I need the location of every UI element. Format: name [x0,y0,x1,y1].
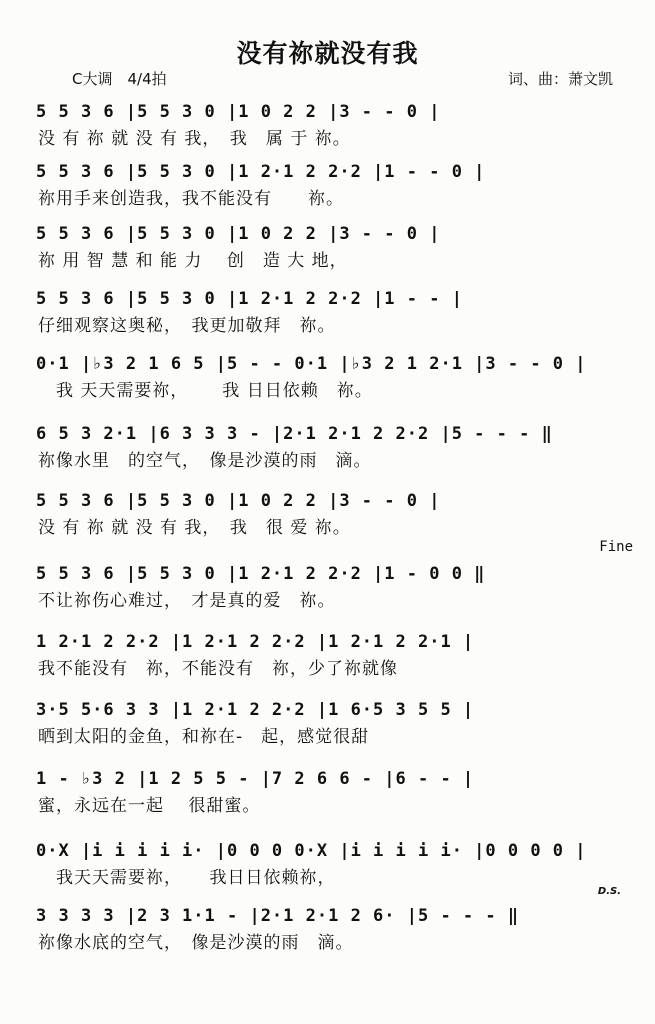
notation-line: 0·1 |♭3 2 1 6 5 |5 - - 0·1 |♭3 2 1 2·1 |3 - - 0 | [36,354,587,374]
lyrics-line: 晒到太阳的金鱼，和祢在- 起，感觉很甜 [38,727,370,747]
staff-line-13 [36,902,636,956]
lyrics-line: 蜜，永远在一起 很甜蜜。 [38,796,261,816]
ds-mark: D.S. [597,886,621,897]
notation-line: 3·5 5·6 3 3 |1 2·1 2 2·2 |1 6·5 3 5 5 | [36,700,475,720]
notation-line: 5 5 3 6 |5 5 3 0 |1 2·1 2 2·2 |1 - - 0 | [36,162,486,182]
lyrics-line: 祢用手来创造我，我不能没有 祢。 [38,189,344,209]
staff-line-10 [36,696,636,750]
staff-line-7 [36,487,636,541]
notation-line: 0·X |i i i i i· |0 0 0 0·X |i i i i i· |0 0 0 0 | [36,841,587,861]
lyrics-line: 没 有 祢 就 没 有 我， 我 很 爱 祢。 [38,518,351,538]
lyrics-line: 祢像水里 的空气， 像是沙漠的雨 滴。 [38,451,372,471]
staff-line-2 [36,158,636,212]
lyrics-line: 我不能没有 祢，不能没有 祢，少了祢就像 [38,659,398,679]
lyrics-line: 祢 用 智 慧 和 能 力 创 造 大 地， [38,251,348,271]
lyrics-line: 我天天需要祢， 我日日依赖祢， [38,868,336,888]
staff-line-12 [36,837,636,891]
fine-mark: Fine [599,539,633,555]
staff-line-4 [36,285,636,339]
lyrics-line: 祢像水底的空气， 像是沙漠的雨 滴。 [38,933,354,953]
notation-line: 3 3 3 3 |2 3 1·1 - |2·1 2·1 2 6· |5 - - - ‖ [36,906,520,926]
key-signature: C大调 4/4拍 [72,70,167,88]
lyrics-line: 不让祢伤心难过， 才是真的爱 祢。 [38,591,336,611]
staff-line-3 [36,220,636,274]
notation-line: 1 2·1 2 2·2 |1 2·1 2 2·2 |1 2·1 2 2·1 | [36,632,475,652]
lyrics-line: 没 有 祢 就 没 有 我， 我 属 于 祢。 [38,129,351,149]
staff-line-8 [36,560,636,614]
notation-line: 5 5 3 6 |5 5 3 0 |1 0 2 2 |3 - - 0 | [36,224,441,244]
lyrics-line: 我 天天需要祢， 我 日日依赖 祢。 [38,381,373,401]
staff-line-6 [36,420,636,474]
notation-line: 5 5 3 6 |5 5 3 0 |1 2·1 2 2·2 |1 - 0 0 ‖ [36,564,486,584]
notation-line: 5 5 3 6 |5 5 3 0 |1 0 2 2 |3 - - 0 | [36,491,441,511]
staff-line-1 [36,98,636,152]
lyrics-line: 仔细观察这奥秘， 我更加敬拜 祢。 [38,316,336,336]
staff-line-11 [36,765,636,819]
notation-line: 5 5 3 6 |5 5 3 0 |1 2·1 2 2·2 |1 - - | [36,289,463,309]
staff-line-9 [36,628,636,682]
notation-line: 5 5 3 6 |5 5 3 0 |1 0 2 2 |3 - - 0 | [36,102,441,122]
staff-line-5 [36,350,636,404]
notation-line: 6 5 3 2·1 |6 3 3 3 - |2·1 2·1 2 2·2 |5 - - - ‖ [36,424,553,444]
notation-line: 1 - ♭3 2 |1 2 5 5 - |7 2 6 6 - |6 - - | [36,769,475,789]
credits: 词、曲：萧文凯 [507,70,613,88]
song-title: 没有祢就没有我 [236,39,419,68]
